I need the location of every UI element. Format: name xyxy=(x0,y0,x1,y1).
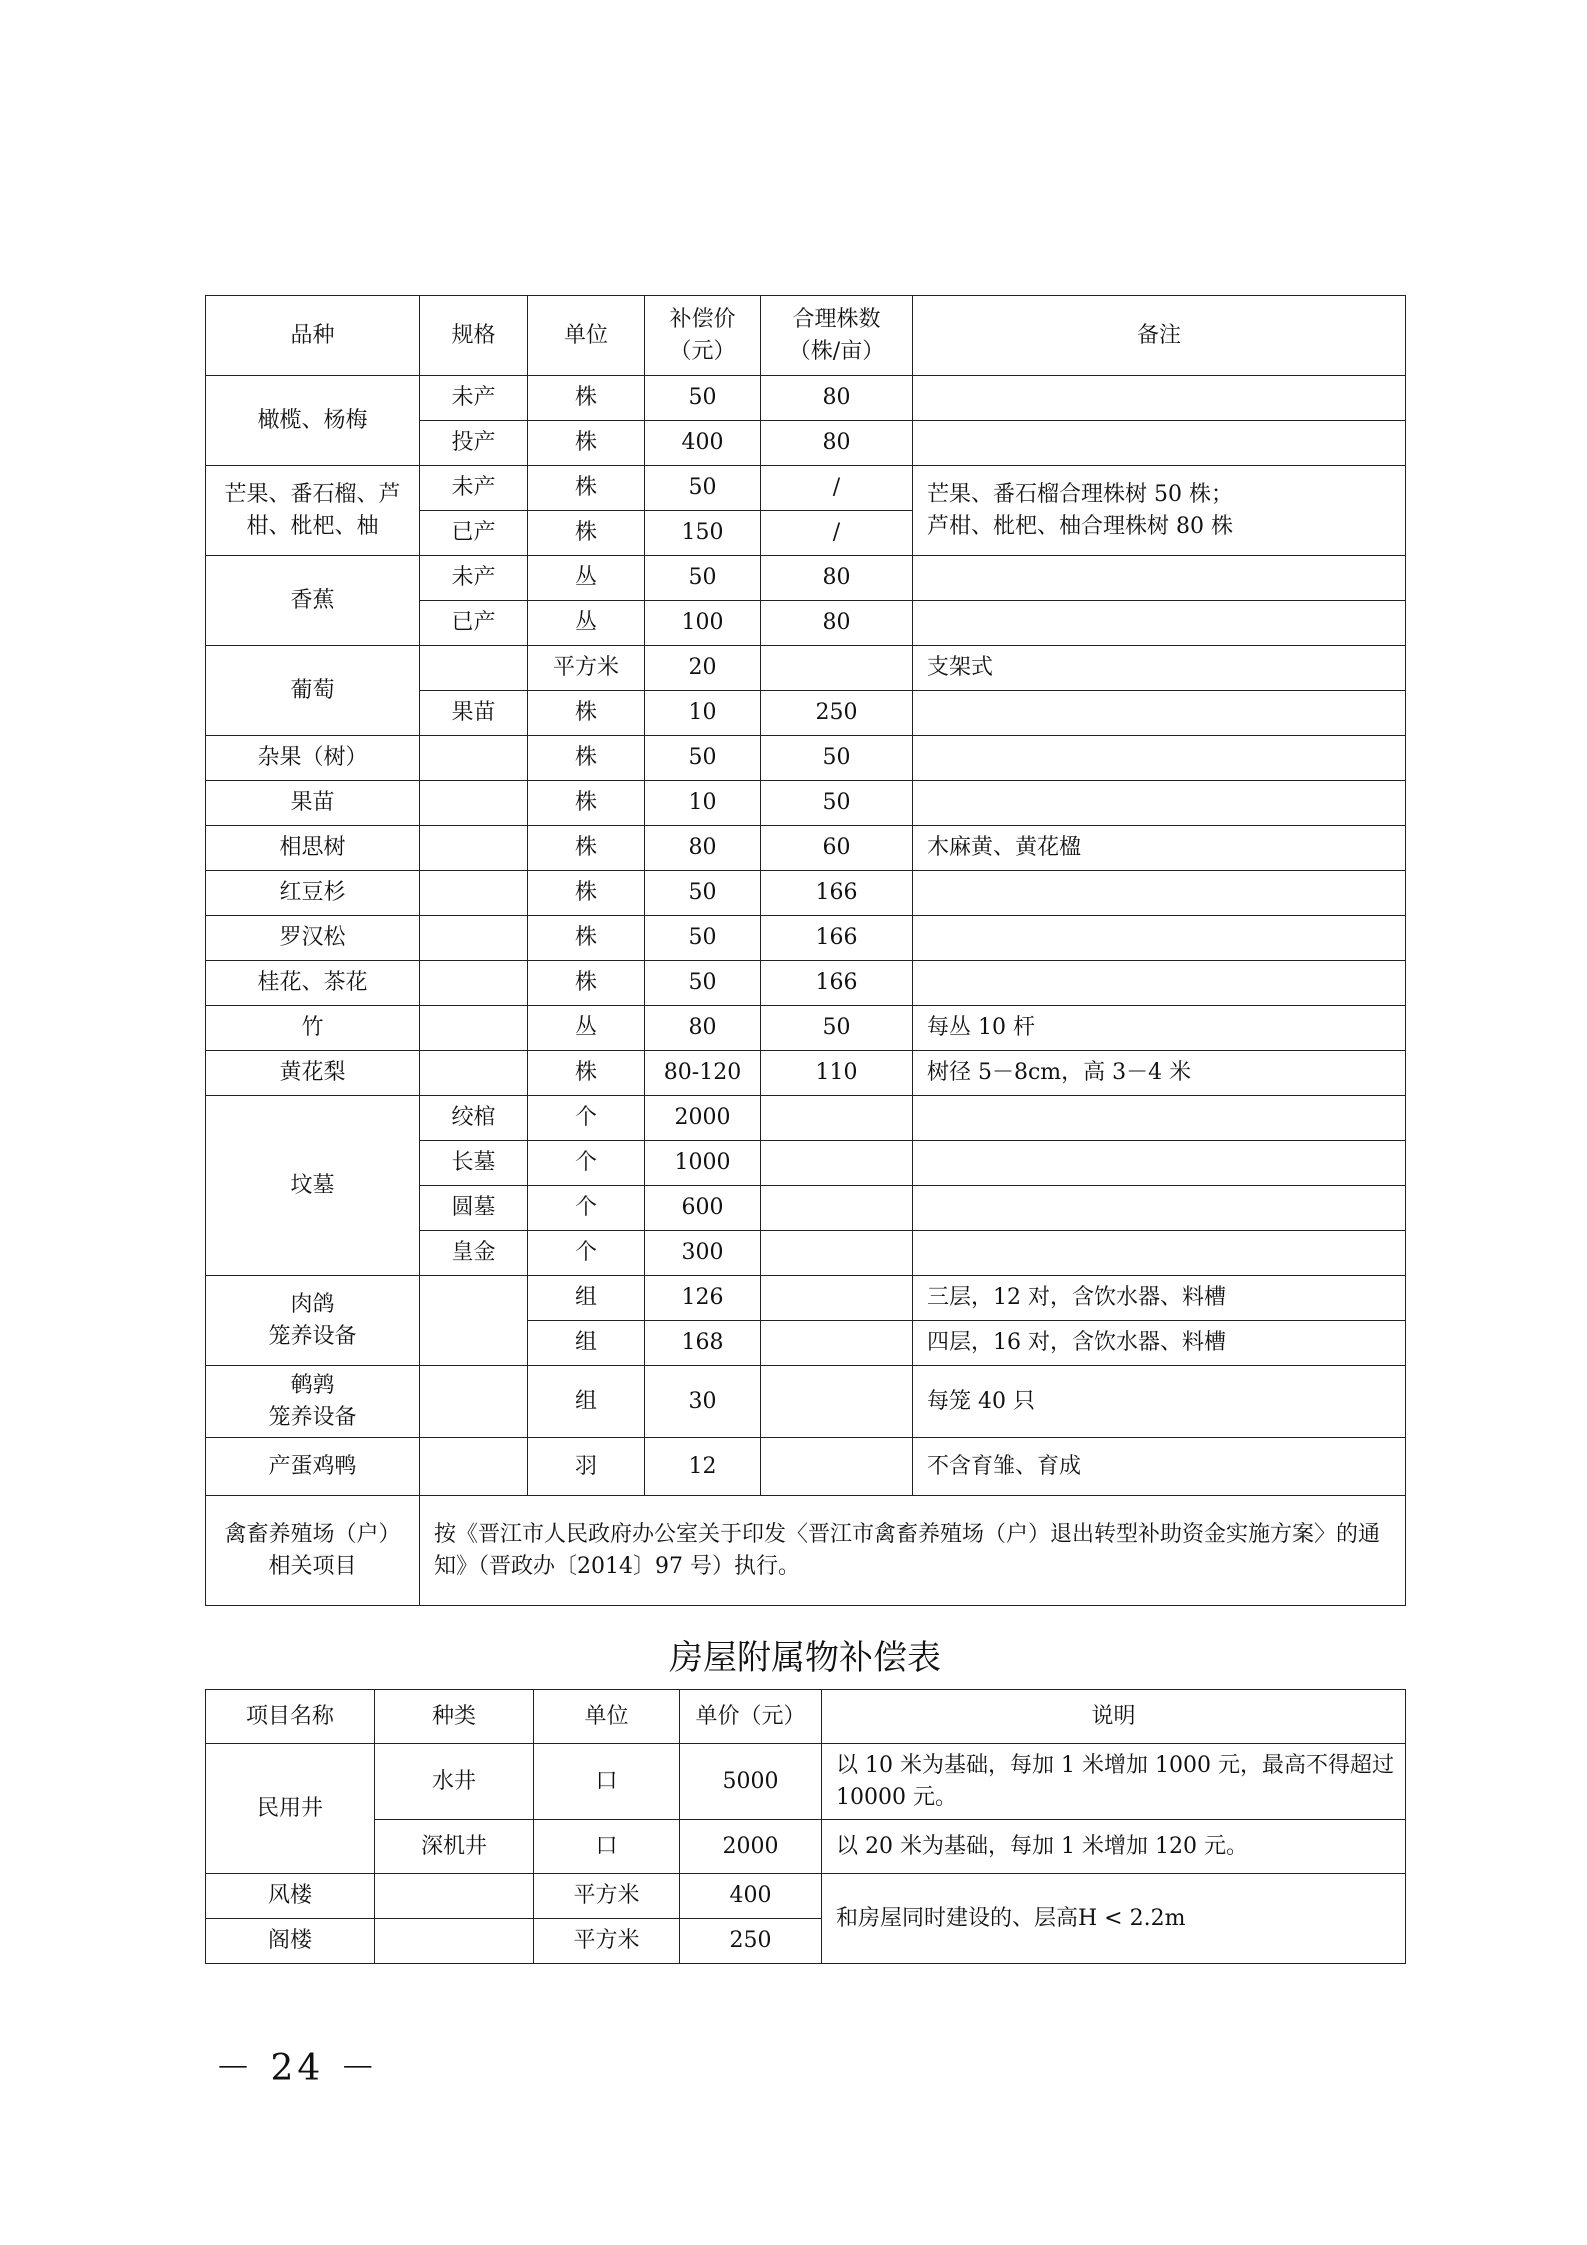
cell-kind: 水井 xyxy=(375,1744,534,1820)
cell-spec: 未产 xyxy=(420,376,528,421)
header-unit: 单位 xyxy=(528,296,645,376)
cell-count: / xyxy=(761,511,913,556)
cell-price: 50 xyxy=(645,871,761,916)
cell-price: 10 xyxy=(645,781,761,826)
table-row xyxy=(206,556,1406,601)
cell-count: 166 xyxy=(761,961,913,1006)
cell-unit: 株 xyxy=(528,871,645,916)
cell-variety: 肉鸽 笼养设备 xyxy=(206,1276,420,1366)
header-note: 备注 xyxy=(913,296,1406,376)
cell-price: 2000 xyxy=(680,1820,822,1874)
cell-kind: 深机井 xyxy=(375,1820,534,1874)
table-row xyxy=(206,1496,1406,1606)
cell-spec: 已产 xyxy=(420,601,528,646)
cell-price: 2000 xyxy=(645,1096,761,1141)
header-desc: 说明 xyxy=(822,1690,1406,1744)
cell-kind xyxy=(375,1874,534,1919)
cell-price: 50 xyxy=(645,961,761,1006)
cell-unit: 株 xyxy=(528,511,645,556)
cell-variety: 杂果（树） xyxy=(206,736,420,781)
cell-price: 5000 xyxy=(680,1744,822,1820)
cell-unit: 组 xyxy=(528,1321,645,1366)
header-name: 项目名称 xyxy=(206,1690,375,1744)
cell-spec xyxy=(420,1276,528,1366)
cell-desc: 以 20 米为基础，每加 1 米增加 120 元。 xyxy=(822,1820,1406,1874)
cell-price: 20 xyxy=(645,646,761,691)
cell-price: 126 xyxy=(645,1276,761,1321)
cell-note xyxy=(913,1186,1406,1231)
cell-unit: 丛 xyxy=(528,1006,645,1051)
cell-note xyxy=(913,421,1406,466)
table2-title: 房屋附属物补偿表 xyxy=(669,1638,941,1678)
cell-count: 250 xyxy=(761,691,913,736)
cell-price: 150 xyxy=(645,511,761,556)
cell-note xyxy=(913,736,1406,781)
cell-variety: 坟墓 xyxy=(206,1096,420,1276)
table-row xyxy=(206,1438,1406,1496)
header-variety: 品种 xyxy=(206,296,420,376)
cell-count: 80 xyxy=(761,601,913,646)
table-row xyxy=(206,961,1406,1006)
cell-count: 80 xyxy=(761,421,913,466)
table-row xyxy=(206,1051,1406,1096)
cell-variety: 红豆杉 xyxy=(206,871,420,916)
cell-spec: 投产 xyxy=(420,421,528,466)
cell-price: 80-120 xyxy=(645,1051,761,1096)
table-row xyxy=(206,1744,1406,1820)
table-row xyxy=(206,1276,1406,1321)
header-kind: 种类 xyxy=(375,1690,534,1744)
cell-count xyxy=(761,1276,913,1321)
header-count: 合理株数 （株/亩） xyxy=(761,296,913,376)
cell-note: 支架式 xyxy=(913,646,1406,691)
cell-note xyxy=(913,1141,1406,1186)
cell-note xyxy=(913,1096,1406,1141)
cell-variety: 相思树 xyxy=(206,826,420,871)
cell-variety: 竹 xyxy=(206,1006,420,1051)
cell-spec xyxy=(420,961,528,1006)
cell-note xyxy=(913,871,1406,916)
cell-price: 50 xyxy=(645,376,761,421)
cell-unit: 组 xyxy=(528,1276,645,1321)
cell-unit: 口 xyxy=(534,1744,680,1820)
cell-price: 250 xyxy=(680,1919,822,1964)
header-spec: 规格 xyxy=(420,296,528,376)
cell-count: 166 xyxy=(761,916,913,961)
cell-desc: 和房屋同时建设的、层高H < 2.2m xyxy=(822,1874,1406,1964)
cell-name: 民用井 xyxy=(206,1744,375,1874)
cell-count: / xyxy=(761,466,913,511)
cell-price: 50 xyxy=(645,916,761,961)
cell-note xyxy=(913,916,1406,961)
cell-variety: 香蕉 xyxy=(206,556,420,646)
page-number: － 24 － xyxy=(215,2048,380,2089)
cell-price: 80 xyxy=(645,826,761,871)
cell-spec: 果苗 xyxy=(420,691,528,736)
cell-note: 四层，16 对，含饮水器、料槽 xyxy=(913,1321,1406,1366)
cell-variety: 黄花梨 xyxy=(206,1051,420,1096)
cell-spec xyxy=(420,1366,528,1438)
cell-spec: 圆墓 xyxy=(420,1186,528,1231)
cell-price: 600 xyxy=(645,1186,761,1231)
cell-unit: 株 xyxy=(528,736,645,781)
cell-unit: 株 xyxy=(528,961,645,1006)
cell-spec xyxy=(420,826,528,871)
cell-count: 80 xyxy=(761,556,913,601)
cell-unit: 平方米 xyxy=(528,646,645,691)
cell-price: 80 xyxy=(645,1006,761,1051)
cell-unit: 株 xyxy=(528,376,645,421)
cell-spec xyxy=(420,916,528,961)
table-row xyxy=(206,1820,1406,1874)
cell-unit: 株 xyxy=(528,466,645,511)
cell-unit: 平方米 xyxy=(534,1919,680,1964)
compensation-table-attachments xyxy=(205,1689,1406,1964)
cell-note: 树径 5－8cm，高 3－4 米 xyxy=(913,1051,1406,1096)
cell-count: 80 xyxy=(761,376,913,421)
cell-price: 12 xyxy=(645,1438,761,1496)
cell-price: 300 xyxy=(645,1231,761,1276)
header-unit: 单位 xyxy=(534,1690,680,1744)
cell-price: 50 xyxy=(645,736,761,781)
cell-note xyxy=(913,376,1406,421)
cell-note: 每丛 10 杆 xyxy=(913,1006,1406,1051)
cell-desc: 以 10 米为基础，每加 1 米增加 1000 元，最高不得超过 10000 元。 xyxy=(822,1744,1406,1820)
cell-variety: 葡萄 xyxy=(206,646,420,736)
cell-variety: 鹌鹑 笼养设备 xyxy=(206,1366,420,1438)
cell-note: 三层，12 对，含饮水器、料槽 xyxy=(913,1276,1406,1321)
cell-count: 60 xyxy=(761,826,913,871)
table-row xyxy=(206,826,1406,871)
cell-spec: 绞棺 xyxy=(420,1096,528,1141)
table-row xyxy=(206,781,1406,826)
cell-spec: 未产 xyxy=(420,556,528,601)
cell-unit: 个 xyxy=(528,1186,645,1231)
table-row xyxy=(206,1366,1406,1438)
cell-price: 1000 xyxy=(645,1141,761,1186)
cell-unit: 株 xyxy=(528,916,645,961)
table-header-row xyxy=(206,1690,1406,1744)
cell-unit: 组 xyxy=(528,1366,645,1438)
cell-variety: 芒果、番石榴、芦 柑、枇杷、柚 xyxy=(206,466,420,556)
cell-note xyxy=(913,961,1406,1006)
cell-note: 芒果、番石榴合理株树 50 株； 芦柑、枇杷、柚合理株树 80 株 xyxy=(913,466,1406,556)
cell-price: 400 xyxy=(680,1874,822,1919)
cell-variety: 橄榄、杨梅 xyxy=(206,376,420,466)
cell-unit: 株 xyxy=(528,826,645,871)
cell-count: 166 xyxy=(761,871,913,916)
cell-unit: 个 xyxy=(528,1141,645,1186)
cell-spec: 皇金 xyxy=(420,1231,528,1276)
cell-spec xyxy=(420,646,528,691)
cell-name: 阁楼 xyxy=(206,1919,375,1964)
cell-unit: 株 xyxy=(528,781,645,826)
cell-count xyxy=(761,1096,913,1141)
cell-count xyxy=(761,1366,913,1438)
cell-unit: 丛 xyxy=(528,601,645,646)
cell-count xyxy=(761,646,913,691)
cell-variety: 桂花、茶花 xyxy=(206,961,420,1006)
cell-variety: 果苗 xyxy=(206,781,420,826)
cell-unit: 株 xyxy=(528,421,645,466)
cell-count xyxy=(761,1186,913,1231)
cell-variety: 禽畜养殖场（户） 相关项目 xyxy=(206,1496,420,1606)
cell-note-merged: 按《晋江市人民政府办公室关于印发〈晋江市禽畜养殖场（户）退出转型补助资金实施方案〉的通知》（晋政办〔2014〕97 号）执行。 xyxy=(420,1496,1406,1606)
cell-spec: 未产 xyxy=(420,466,528,511)
cell-note xyxy=(913,781,1406,826)
cell-kind xyxy=(375,1919,534,1964)
compensation-table-crops xyxy=(205,295,1406,1606)
cell-spec xyxy=(420,1051,528,1096)
cell-count: 110 xyxy=(761,1051,913,1096)
cell-note xyxy=(913,1231,1406,1276)
table-row xyxy=(206,871,1406,916)
table-row xyxy=(206,376,1406,421)
cell-count xyxy=(761,1438,913,1496)
cell-note: 木麻黄、黄花楹 xyxy=(913,826,1406,871)
cell-note: 每笼 40 只 xyxy=(913,1366,1406,1438)
cell-variety: 产蛋鸡鸭 xyxy=(206,1438,420,1496)
table-row xyxy=(206,646,1406,691)
cell-price: 400 xyxy=(645,421,761,466)
table-row xyxy=(206,1096,1406,1141)
table-row xyxy=(206,466,1406,511)
cell-unit: 个 xyxy=(528,1231,645,1276)
cell-price: 100 xyxy=(645,601,761,646)
cell-name: 风楼 xyxy=(206,1874,375,1919)
cell-count: 50 xyxy=(761,1006,913,1051)
cell-unit: 株 xyxy=(528,691,645,736)
cell-spec xyxy=(420,871,528,916)
cell-spec xyxy=(420,1438,528,1496)
cell-note xyxy=(913,556,1406,601)
cell-count: 50 xyxy=(761,736,913,781)
table-row xyxy=(206,916,1406,961)
header-price: 单价（元） xyxy=(680,1690,822,1744)
cell-unit: 羽 xyxy=(528,1438,645,1496)
header-price: 补偿价 （元） xyxy=(645,296,761,376)
cell-spec: 长墓 xyxy=(420,1141,528,1186)
cell-unit: 口 xyxy=(534,1820,680,1874)
cell-spec: 已产 xyxy=(420,511,528,556)
cell-price: 50 xyxy=(645,466,761,511)
cell-spec xyxy=(420,781,528,826)
cell-count xyxy=(761,1321,913,1366)
cell-count: 50 xyxy=(761,781,913,826)
cell-price: 50 xyxy=(645,556,761,601)
cell-unit: 个 xyxy=(528,1096,645,1141)
cell-count xyxy=(761,1141,913,1186)
table-header-row xyxy=(206,296,1406,376)
cell-note xyxy=(913,601,1406,646)
cell-note: 不含育雏、育成 xyxy=(913,1438,1406,1496)
cell-variety: 罗汉松 xyxy=(206,916,420,961)
cell-note xyxy=(913,691,1406,736)
table-row xyxy=(206,1006,1406,1051)
cell-unit: 平方米 xyxy=(534,1874,680,1919)
cell-unit: 株 xyxy=(528,1051,645,1096)
table-row xyxy=(206,1874,1406,1919)
cell-spec xyxy=(420,736,528,781)
cell-price: 168 xyxy=(645,1321,761,1366)
cell-price: 30 xyxy=(645,1366,761,1438)
cell-count xyxy=(761,1231,913,1276)
cell-spec xyxy=(420,1006,528,1051)
cell-price: 10 xyxy=(645,691,761,736)
table-row xyxy=(206,736,1406,781)
cell-unit: 丛 xyxy=(528,556,645,601)
